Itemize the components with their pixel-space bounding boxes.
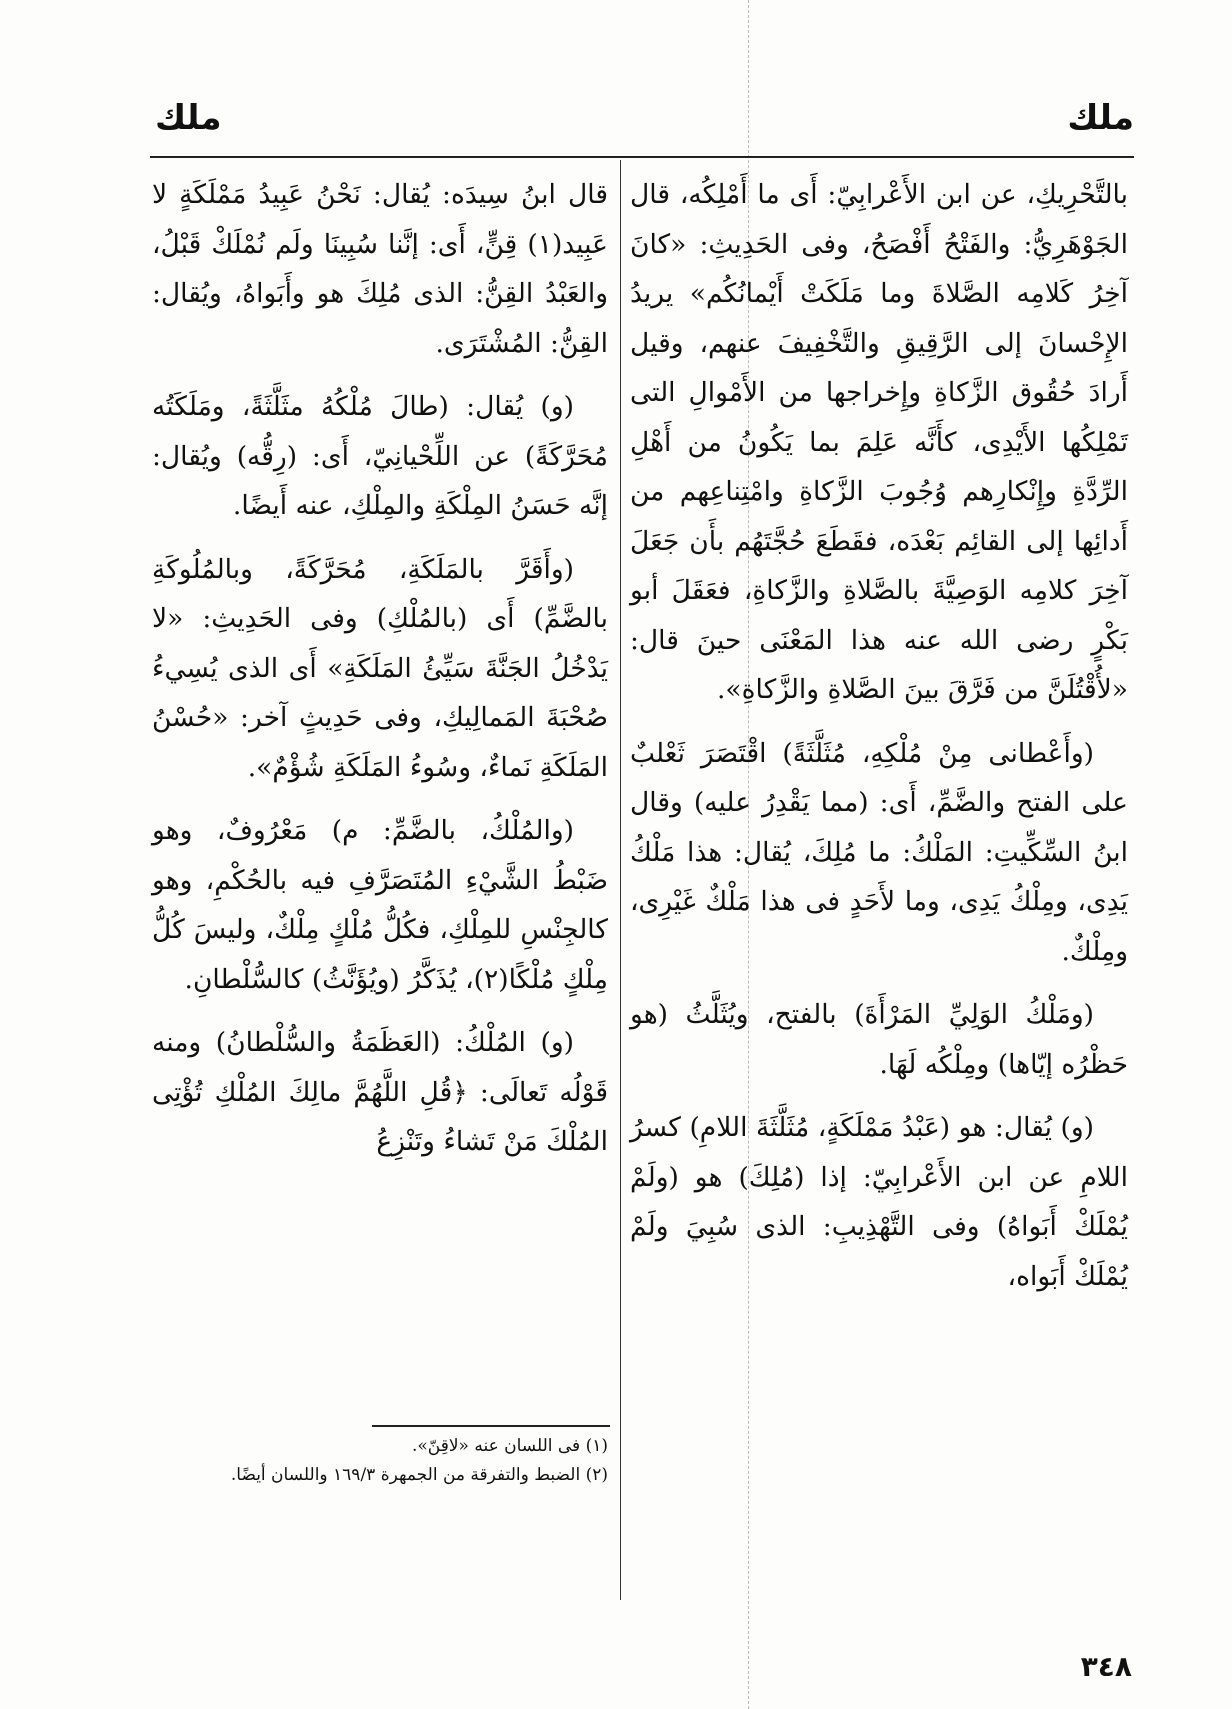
left-column <box>152 170 608 1181</box>
paragraph: قال ابنُ سِيدَه: يُقال: نَحْنُ عَبِيدُ مَمْلَكَةٍ لا عَبِيد(١) قِنٍّ، أَى: إنَّنا سُبِينَا ولَم نُمْلَكْ قَبْلُ، والعَبْدُ القِنُّ: الذى مُلِكَ هو وأَبَواهُ، ويُقال: القِنُّ: المُشْتَرَى. <box>152 179 608 359</box>
paragraph: بالتَّحْرِيكِ، عن ابن الأَعْرابِيّ: أَى ما أَمْلِكُه، قال الجَوْهَرِيُّ: والفَتْحُ أَفْصَحُ، وفى الحَدِيثِ: «كانَ آخِرُ كَلامِه الصَّلاةَ وما مَلَكَتْ أَيْمانُكُم» يريدُ الإِحْسانَ إلى الرَّقِيقِ والتَّخْفِيفَ عنهم، وقيل أَرادَ حُقُوق الزَّكاةِ وإِخراجها من الأَمْوالِ التى تَمْلِكُها الأَيْدِى، كأَنَّه عَلِمَ بما يَكُونُ من أَهْلِ الرِّدَّةِ وإِنْكارِهم وُجُوبَ الزَّكاةِ وامْتِناعِهم من أَدائِها إلى القائِم بَعْدَه، فقَطَعَ حُجَّتَهُم بأَن جَعَلَ آخِرَ كلامِه الوَصِيَّةَ بالصَّلاةِ والزَّكاةِ، فعَقَلَ أبو بَكْرٍ رضى الله عنه هذا المَعْنَى حينَ قال: «لأُقْتُلَنَّ من فَرَّقَ بينَ الصَّلاةِ والزَّكاةِ». <box>630 179 1128 705</box>
paragraph: (وأَقَرَّ بالمَلَكَةِ، مُحَرَّكَةً، وبالمُلُوكَةِ بالضَّمِّ) أَى (بالمُلْكِ) وفى الحَدِيثِ: «لا يَدْخُلُ الجَنَّةَ سَيِّئُ المَلَكَةِ» أَى الذى يُسِيءُ صُحْبَةَ المَمالِيكِ، وفى حَدِيثٍ آخر: «حُسْنُ المَلَكَةِ نَماءٌ، وسُوءُ المَلَكَةِ شُؤْمٌ». <box>152 553 608 783</box>
paragraph: (و) يُقال: هو (عَبْدُ مَمْلَكَةٍ، مُثَلَّثَةَ اللامِ) كسرُ اللامِ عن ابن الأَعْرابِيّ: إذا (مُلِكَ) هو (ولَمْ يُمْلَكْ أَبَواهُ) وفى التَّهْذِيبِ: الذى سُبِيَ ولَمْ يُمْلَكْ أَبَواه، <box>630 1112 1128 1292</box>
running-header-right: ملك <box>1067 98 1134 138</box>
column-divider <box>620 160 621 1600</box>
paragraph: (و) المُلْكُ: (العَظَمَةُ والسُّلْطانُ) ومنه قَوْلُه تَعالَى: ﴿قُلِ اللَّهُمَّ مالِكَ المُلْكِ تُؤْتِى المُلْكَ مَنْ تَشاءُ وتَنْزِعُ <box>152 1027 608 1157</box>
running-header-left: ملك <box>155 98 222 138</box>
footnotes <box>152 1432 608 1490</box>
paragraph: (وأَعْطانى مِنْ مُلْكِهِ، مُثَلَّثَةً) اقْتَصَرَ ثَعْلبٌ على الفتح والضَّمِّ، أَى: (مما يَقْدِرُ عليه) وقال ابنُ السِّكِّيتِ: المَلْكُ: ما مُلِكَ، يُقال: هذا مَلْكُ يَدِى، ومِلْكُ يَدِى، وما لأَحَدٍ فى هذا مَلْكٌ غَيْرِى، ومِلْكٌ. <box>630 737 1128 967</box>
paragraph: (والمُلْكُ، بالضَّمِّ: م) مَعْرُوفٌ، وهو ضَبْطُ الشَّيْءِ المُتَصَرَّفِ فيه بالحُكْمِ، وهو كالجِنْسِ للمِلْكِ، فكُلُّ مُلْكٍ مِلْكٌ، وليسَ كُلُّ مِلْكٍ مُلْكًا(٢)، يُذَكَّرُ (ويُؤَنَّثُ) كالسُّلْطانِ. <box>152 815 608 995</box>
paragraph: (ومَلْكُ الوَلِيِّ المَرْأَةَ) بالفتح، ويُثَلَّثُ (هو حَظْرُه إيّاها) ومِلْكُه لَهَا. <box>630 999 1128 1080</box>
footnote: (١) فى اللسان عنه «لاقِنّ». <box>411 1436 608 1456</box>
page-number: ٣٤٨ <box>1080 1650 1132 1683</box>
right-column <box>630 170 1128 1315</box>
footnote-rule <box>372 1425 610 1427</box>
paragraph: (و) يُقال: (طالَ مُلْكُهُ مثَلَّثَةً، ومَلَكَتُه مُحَرَّكَةً) عن اللِّحْيانِيّ، أَى: (رِقُّه) ويُقال: إنَّه حَسَنُ المِلْكَةِ والمِلْكِ، عنه أَيضًا. <box>152 391 608 521</box>
header-rule <box>150 156 1134 158</box>
footnote: (٢) الضبط والتفرقة من الجمهرة ١٦٩/٣ واللسان أيضًا. <box>230 1465 608 1485</box>
